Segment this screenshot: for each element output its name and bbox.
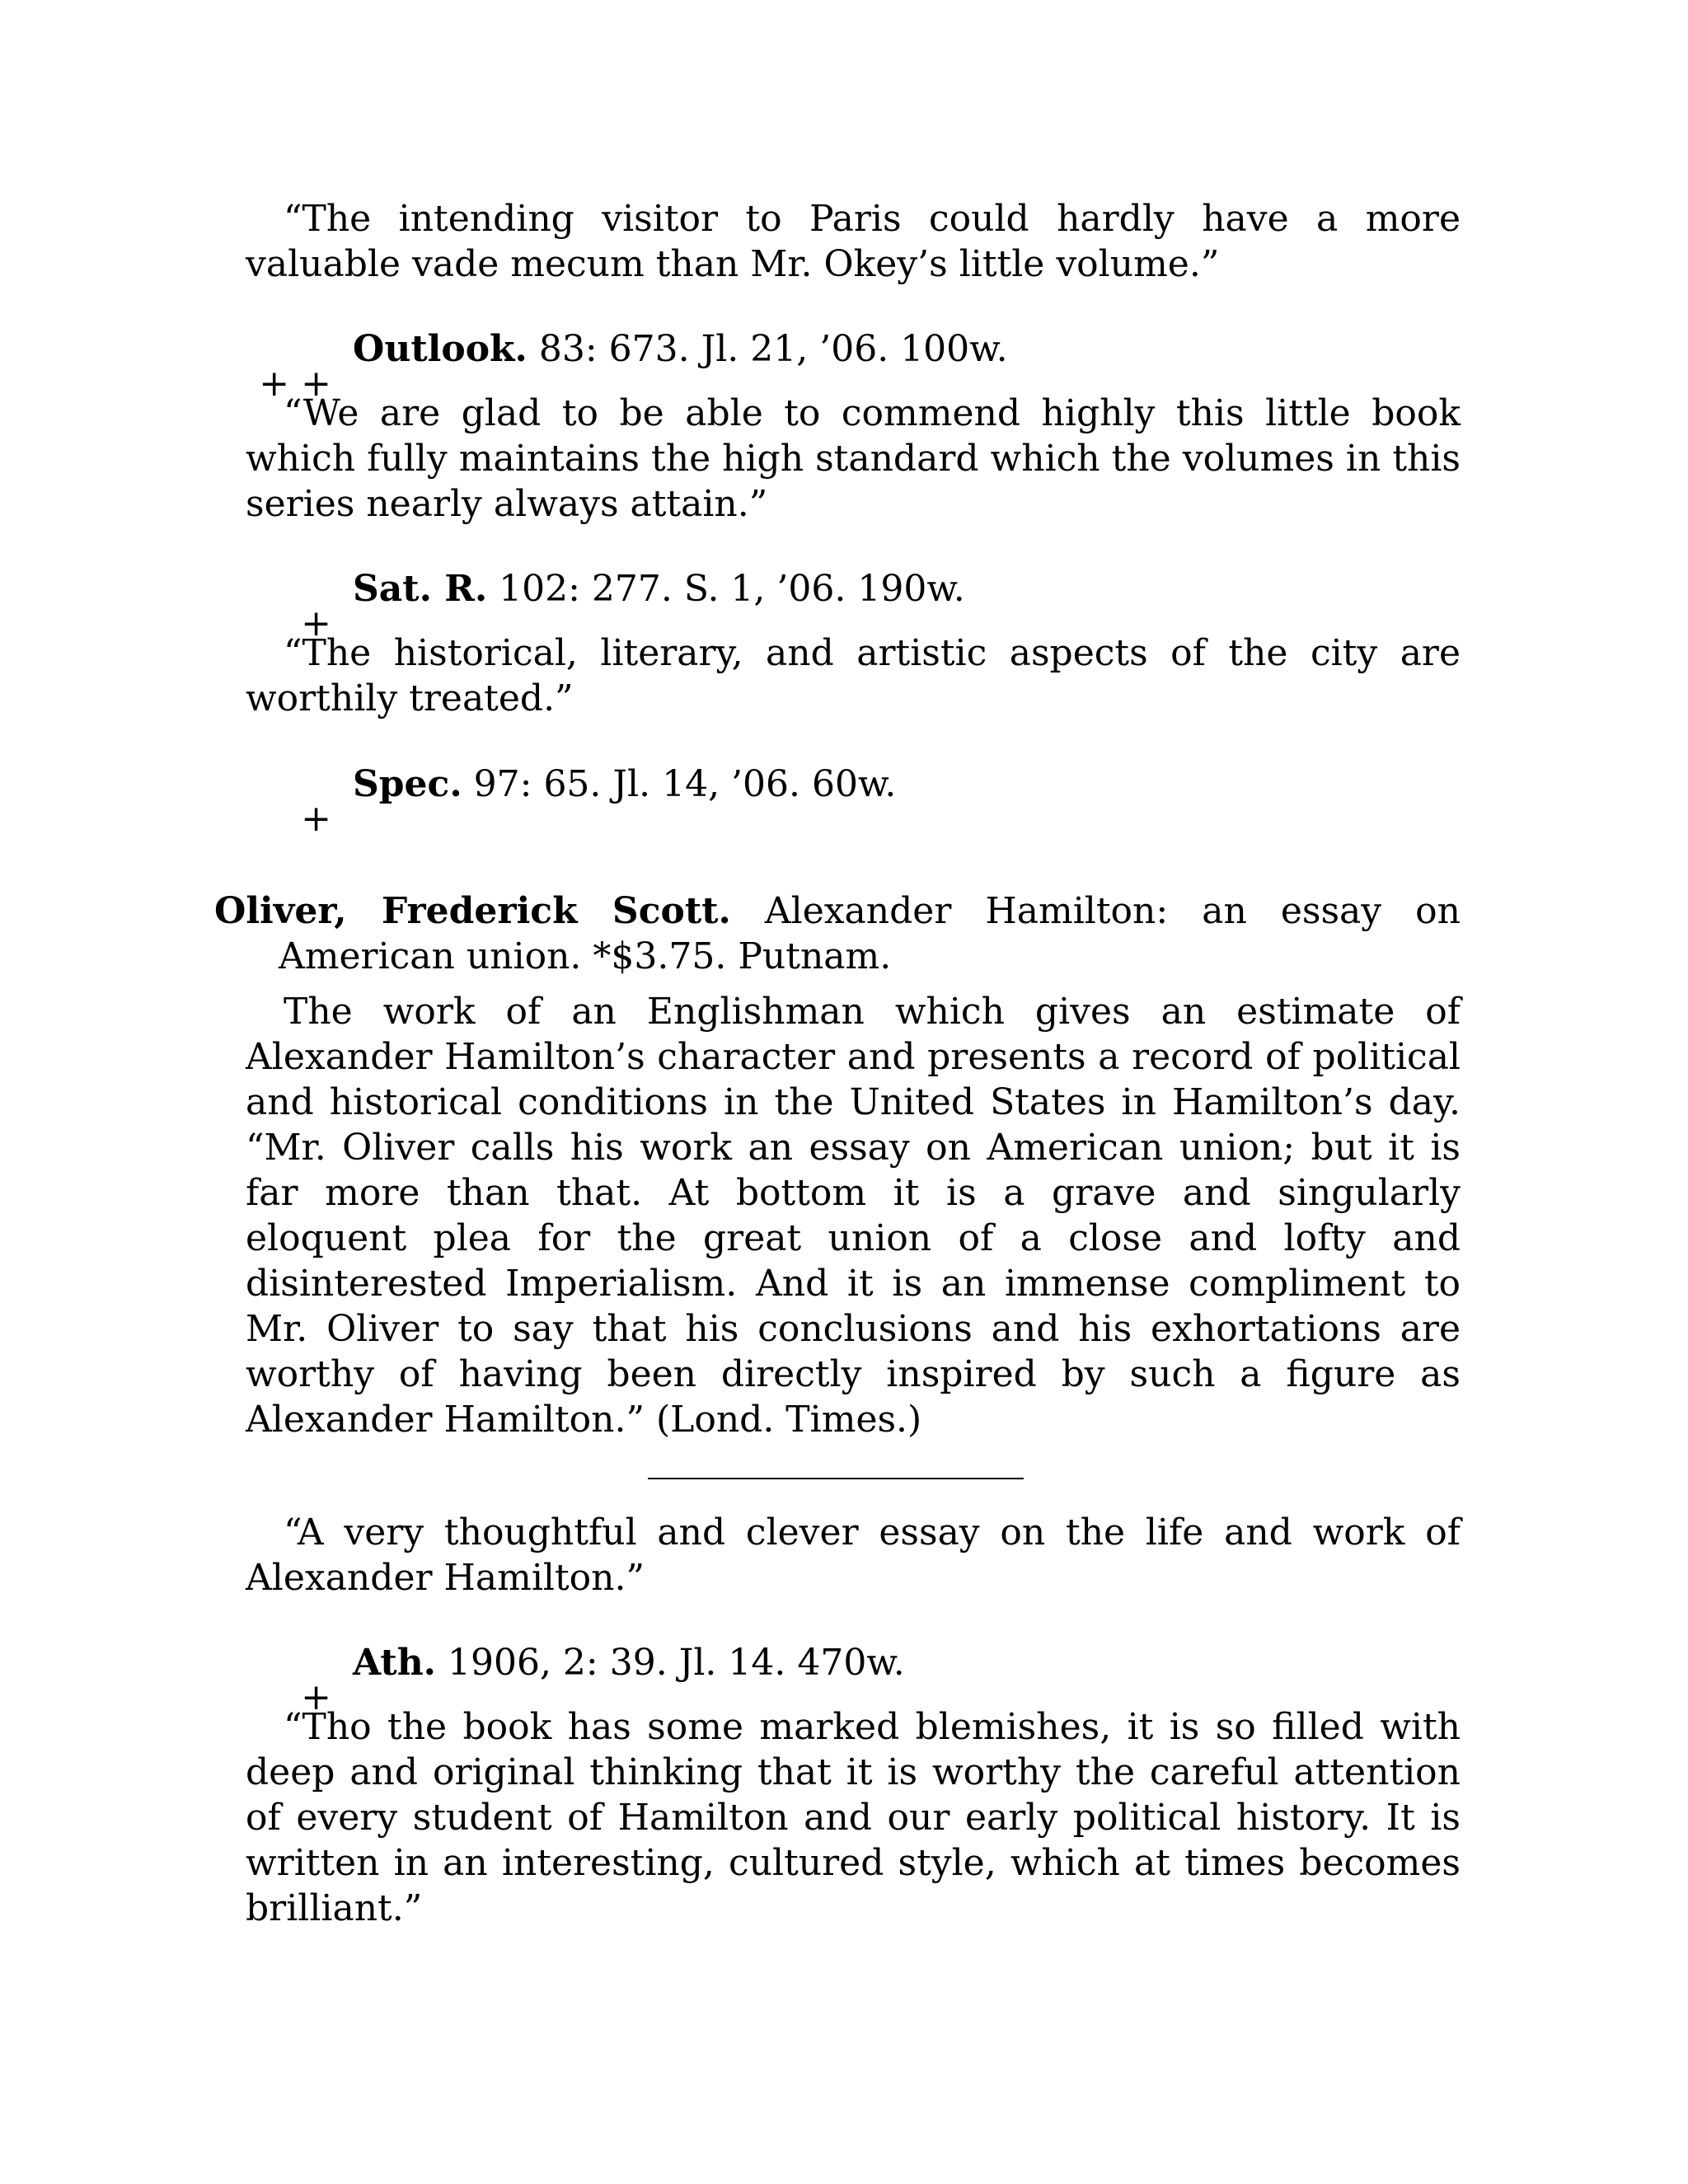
- review-quote-blemishes: “Tho the book has some marked blemishes, it is so filled with deep and original thinking that it is worthy the careful attention of every student of Hamilton and our early political history. It is written in an interesting, cultured style, which at times becomes brilliant.”: [246, 1706, 1461, 1929]
- citation-reference: 102: 277. S. 1, ’06. 190w.: [487, 568, 965, 610]
- citation-reference: 97: 65. Jl. 14, ’06. 60w.: [462, 763, 897, 805]
- rating-mark: + +: [259, 363, 331, 405]
- citation-ath: [301, 1640, 905, 1718]
- entry-author: Oliver, Frederick Scott.: [214, 890, 731, 932]
- rating-mark: +: [301, 1676, 331, 1718]
- citation-spec: [301, 762, 897, 840]
- citation-sat-r: [301, 566, 965, 644]
- citation-reference: 1906, 2: 39. Jl. 14. 470w.: [436, 1642, 905, 1684]
- review-quote-paris: “The intending visitor to Paris could hardly have a more valuable vade mecum than Mr. Okey’s little volume.”: [246, 198, 1461, 285]
- book-entry-heading: [214, 888, 1461, 979]
- rating-mark: +: [301, 798, 331, 840]
- entry-title: Alexander Hamilton: an essay on American union. *$3.75. Putnam.: [279, 890, 1461, 977]
- citation-reference: 83: 673. Jl. 21, ’06. 100w.: [527, 328, 1008, 370]
- review-quote-thoughtful: “A very thoughtful and clever essay on the life and work of Alexander Hamilton.”: [246, 1511, 1461, 1599]
- citation-source: Outlook.: [353, 328, 528, 370]
- section-divider: [648, 1478, 1024, 1479]
- review-quote-series: “We are glad to be able to commend highly this little book which fully maintains the high standard which the volumes in this series nearly always attain.”: [246, 392, 1461, 525]
- review-quote-aspects: “The historical, literary, and artistic aspects of the city are worthily treated.”: [246, 632, 1461, 719]
- rating-mark: +: [301, 602, 331, 644]
- citation-source: Spec.: [353, 763, 462, 805]
- citation-source: Ath.: [353, 1642, 436, 1684]
- citation-source: Sat. R.: [353, 568, 488, 610]
- book-summary: The work of an Englishman which gives an estimate of Alexander Hamilton’s character and presents a record of political and historical conditions in the United States in Hamilton’s day. “Mr. Oliver calls his work an essay on American union; but it is far more than that. At bottom it is a grave and singularly eloquent plea for the great union of a close and lofty and disinterested Imperialism. And it is an immense compliment to Mr. Oliver to say that his conclusions and his exhortations are worthy of having been directly inspired by such a figure as Alexander Hamilton.” (Lond. Times.): [246, 991, 1461, 1441]
- citation-outlook: [259, 326, 1008, 405]
